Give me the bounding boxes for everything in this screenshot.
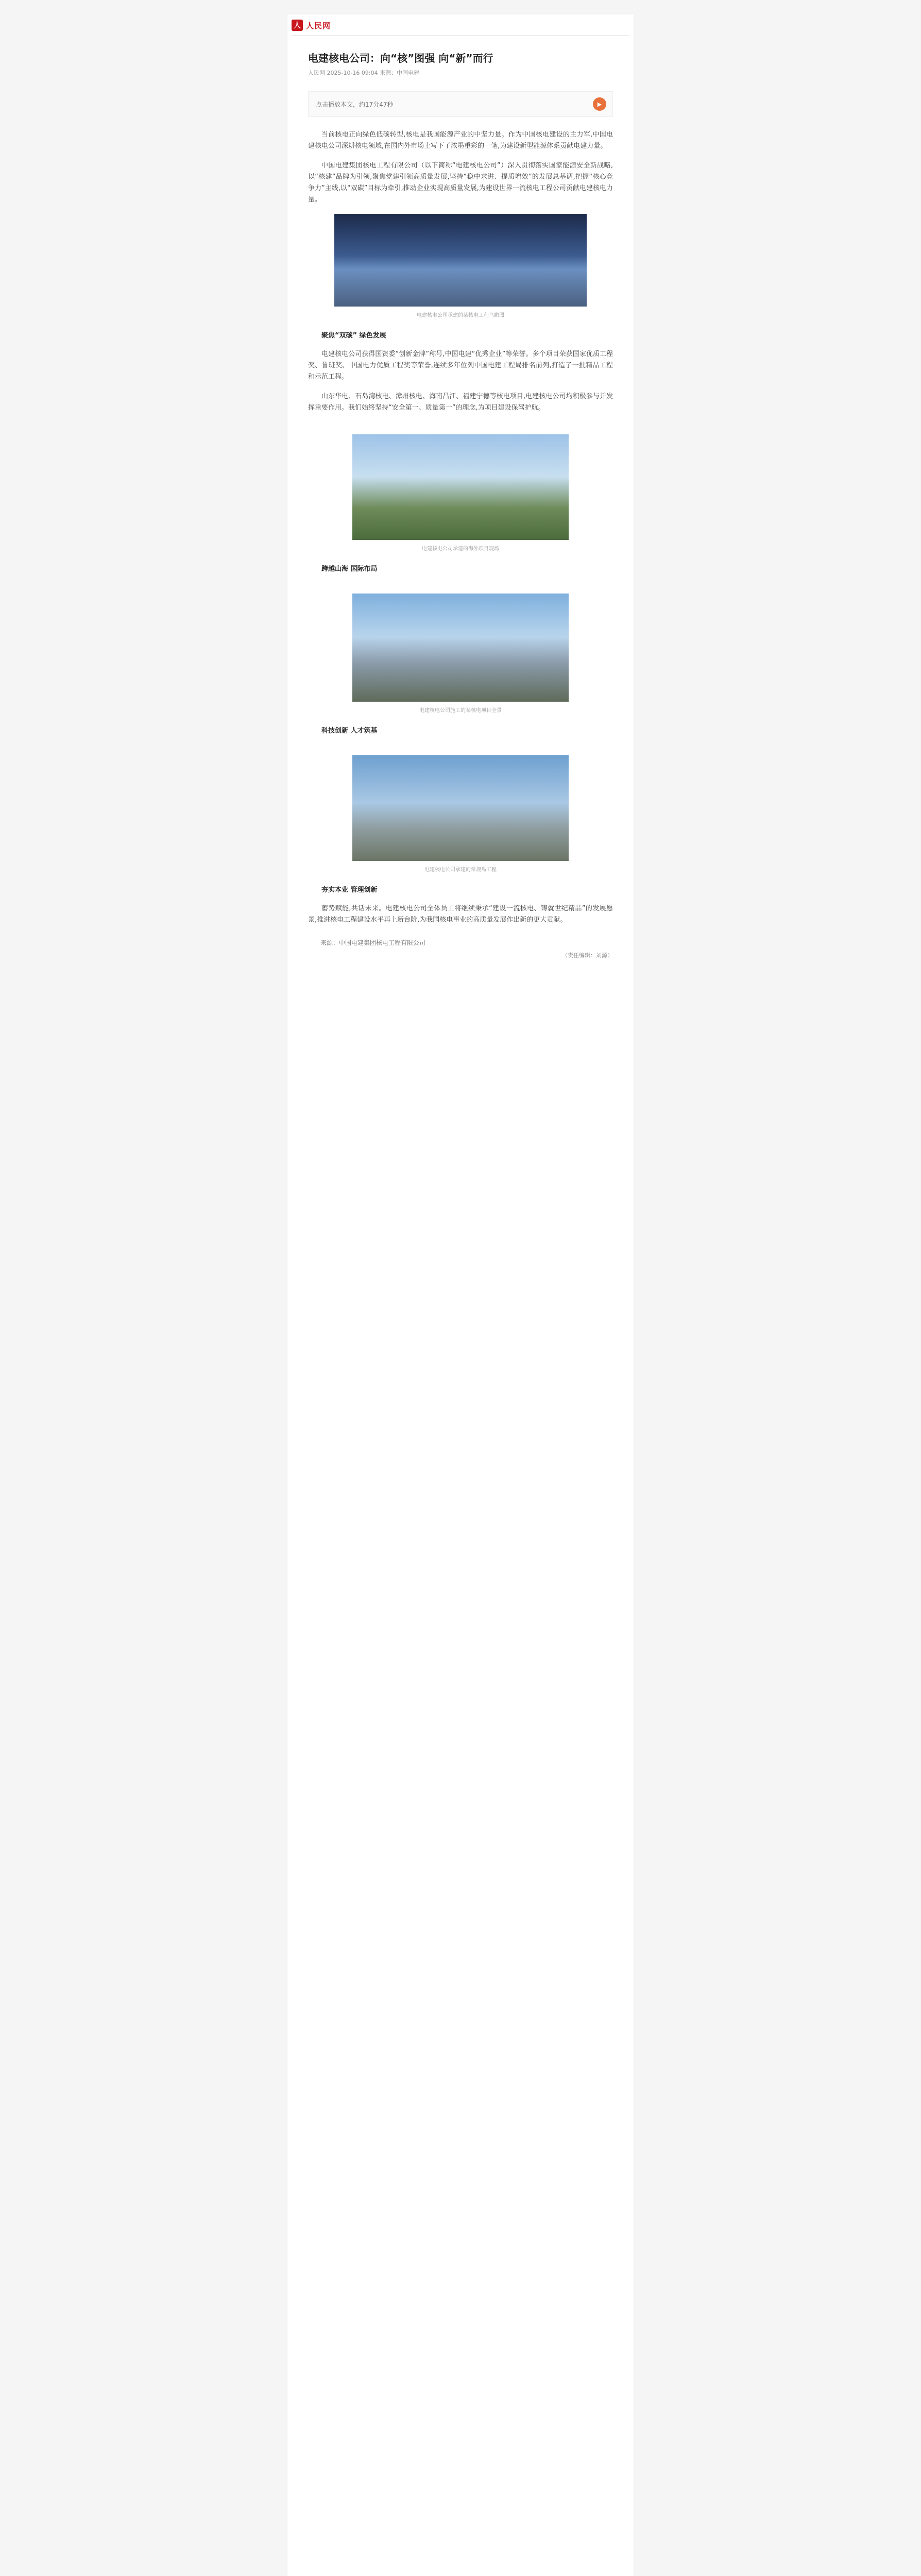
section-heading: 科技创新 人才筑基 (321, 727, 378, 735)
article-meta: 人民网 2025-10-16 09:04 来源：中国电建 (308, 70, 420, 76)
figure (308, 434, 613, 552)
section-heading: 夯实本业 管理创新 (321, 886, 378, 894)
audio-player[interactable] (308, 91, 613, 117)
logo-text: 人民网 (306, 21, 331, 30)
figure-caption: 电建核电公司承建的海外项目现场 (422, 546, 499, 552)
photo-overseas-project (352, 434, 569, 540)
paragraph: 山东华电、石岛湾核电、漳州核电、海南昌江、福建宁德等核电项目,电建核电公司均积极参与并发挥重要作用。我们始终坚持“安全第一、质量第一”的理念,为项目建设保驾护航。 (308, 393, 613, 412)
paragraph: 蓄势赋能,共话未来。电建核电公司全体员工将继续秉承“建设一流核电、铸就世纪精品”的发展愿景,推进核电工程建设水平再上新台阶,为我国核电事业的高质量发展作出新的更大贡献。 (308, 905, 613, 924)
article-card (287, 14, 634, 2576)
figure-caption: 电建核电公司施工的某核电项目全景 (419, 708, 502, 714)
editor-credit: （责任编辑：刘源） (562, 952, 613, 959)
figure-caption: 电建核电公司承建的常规岛工程 (424, 867, 497, 873)
top-bar (287, 14, 634, 35)
logo-mark: 人 (292, 20, 303, 31)
paragraph: 中国电建集团核电工程有限公司（以下简称“电建核电公司”）深入贯彻落实国家能源安全新战略,以“核建”品牌为引领,聚焦党建引领高质量发展,坚持“稳中求进、提质增效”的发展总基调,把握“核心竞争力”主线,以“双碳”目标为牵引,推动企业实现高质量发展,为建设世界一流核电工程公司贡献电建核电力量。 (308, 162, 613, 204)
photo-nuclear-plant-aerial (334, 214, 587, 307)
site-logo[interactable] (292, 20, 331, 31)
article-content (287, 51, 634, 959)
section-heading: 聚焦“双碳” 绿色发展 (321, 332, 386, 340)
play-icon[interactable]: ▶ (593, 97, 606, 111)
article-source: 来源：中国电建集团核电工程有限公司 (320, 939, 426, 946)
photo-plant-panorama (352, 594, 569, 702)
paragraph: 电建核电公司获得国资委“创新金牌”称号,中国电建“优秀企业”等荣誉。多个项目荣获国家优质工程奖、鲁班奖、中国电力优质工程奖等荣誉,连续多年位列中国电建工程局排名前列,打造了一批精品工程和示范工程。 (308, 350, 613, 381)
article-title: 电建核电公司：向“核”图强 向“新”而行 (308, 52, 493, 64)
top-divider (292, 35, 629, 36)
paragraph: 当前核电正向绿色低碳转型,核电是我国能源产业的中坚力量。作为中国核电建设的主力军,中国电建核电公司深耕核电领域,在国内外市场上写下了浓墨重彩的一笔,为建设新型能源体系贡献电建力量。 (308, 131, 613, 150)
figure-caption: 电建核电公司承建的某核电工程鸟瞰图 (417, 313, 504, 318)
figure (308, 755, 613, 873)
figure (308, 214, 613, 318)
figure (308, 594, 613, 714)
photo-conventional-island (352, 755, 569, 861)
audio-label: 点击播放本文，约17分47秒 (316, 100, 394, 108)
section-heading: 跨越山海 国际布局 (321, 565, 378, 573)
